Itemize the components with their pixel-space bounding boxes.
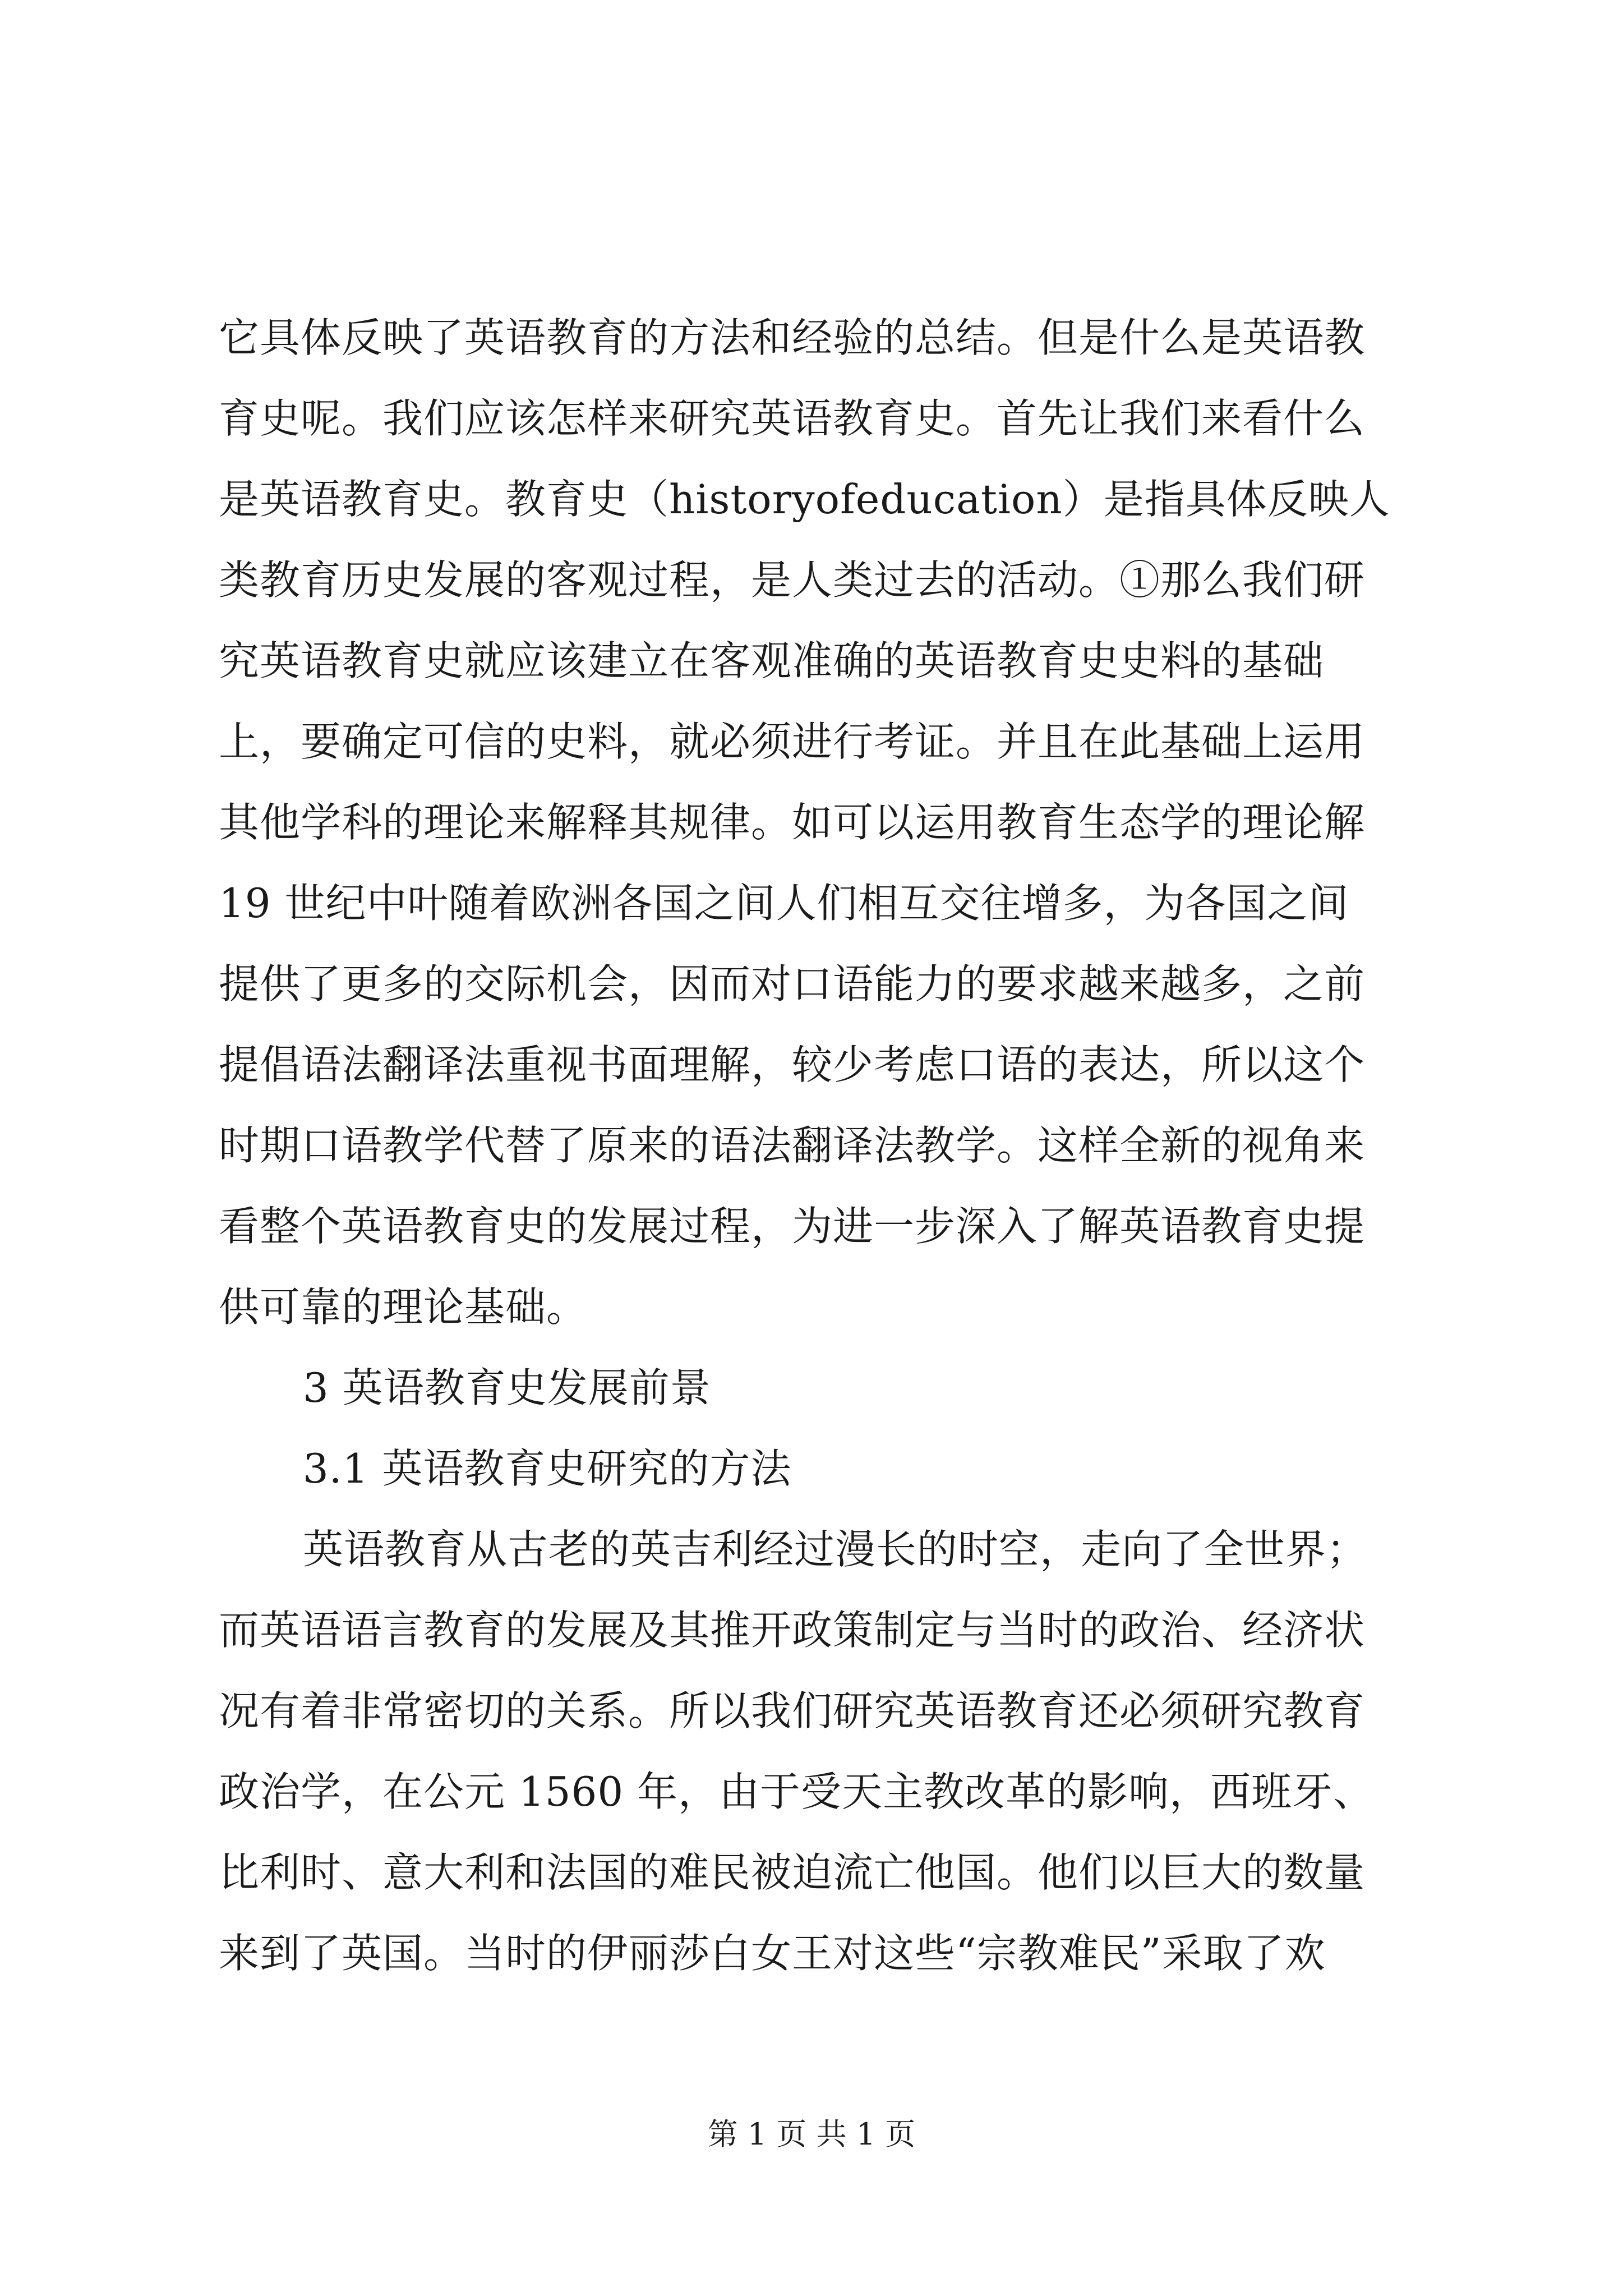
subsection-heading: 3.1 英语教育史研究的方法 (303, 1445, 792, 1492)
page-footer: 第 1 页 共 1 页 (707, 2116, 916, 2152)
text-line: 而英语语言教育的发展及其推开政策制定与当时的政治、经济状 (219, 1607, 1366, 1654)
text-line: 提倡语法翻译法重视书面理解，较少考虑口语的表达，所以这个 (219, 1041, 1366, 1088)
text-line: 况有着非常密切的关系。所以我们研究英语教育还必须研究教育 (219, 1687, 1366, 1734)
text-line: 比利时、意大利和法国的难民被迫流亡他国。他们以巨大的数量 (219, 1849, 1366, 1896)
text-line: 类教育历史发展的客观过程，是人类过去的活动。①那么我们研 (219, 556, 1366, 604)
text-line: 政治学，在公元 1560 年，由于受天主教改革的影响，西班牙、 (219, 1768, 1375, 1815)
text-line: 究英语教育史就应该建立在客观准确的英语教育史史料的基础 (219, 637, 1325, 684)
text-line: 供可靠的理论基础。 (219, 1283, 588, 1331)
paragraph-first-line: 英语教育从古老的英吉利经过漫长的时空，走向了全世界； (303, 1526, 1368, 1573)
text-line: 育史呢。我们应该怎样来研究英语教育史。首先让我们来看什么 (219, 395, 1366, 442)
body-text (219, 297, 1430, 1994)
text-line: 看整个英语教育史的发展过程，为进一步深入了解英语教育史提 (219, 1203, 1366, 1250)
text-line: 上，要确定可信的史料，就必须进行考证。并且在此基础上运用 (219, 718, 1366, 765)
section-heading: 3 英语教育史发展前景 (303, 1364, 711, 1411)
text-line: 时期口语教学代替了原来的语法翻译法教学。这样全新的视角来 (219, 1122, 1366, 1169)
text-line: 是英语教育史。教育史（historyofeducation）是指具体反映人 (219, 476, 1390, 523)
text-line: 19 世纪中叶随着欧洲各国之间人们相互交往增多，为各国之间 (219, 880, 1349, 927)
text-line: 来到了英国。当时的伊丽莎白女王对这些“宗教难民”采取了欢 (219, 1930, 1326, 1977)
text-line: 提供了更多的交际机会，因而对口语能力的要求越来越多，之前 (219, 960, 1366, 1007)
text-line: 它具体反映了英语教育的方法和经验的总结。但是什么是英语教 (219, 314, 1366, 361)
text-line: 其他学科的理论来解释其规律。如可以运用教育生态学的理论解 (219, 799, 1366, 846)
